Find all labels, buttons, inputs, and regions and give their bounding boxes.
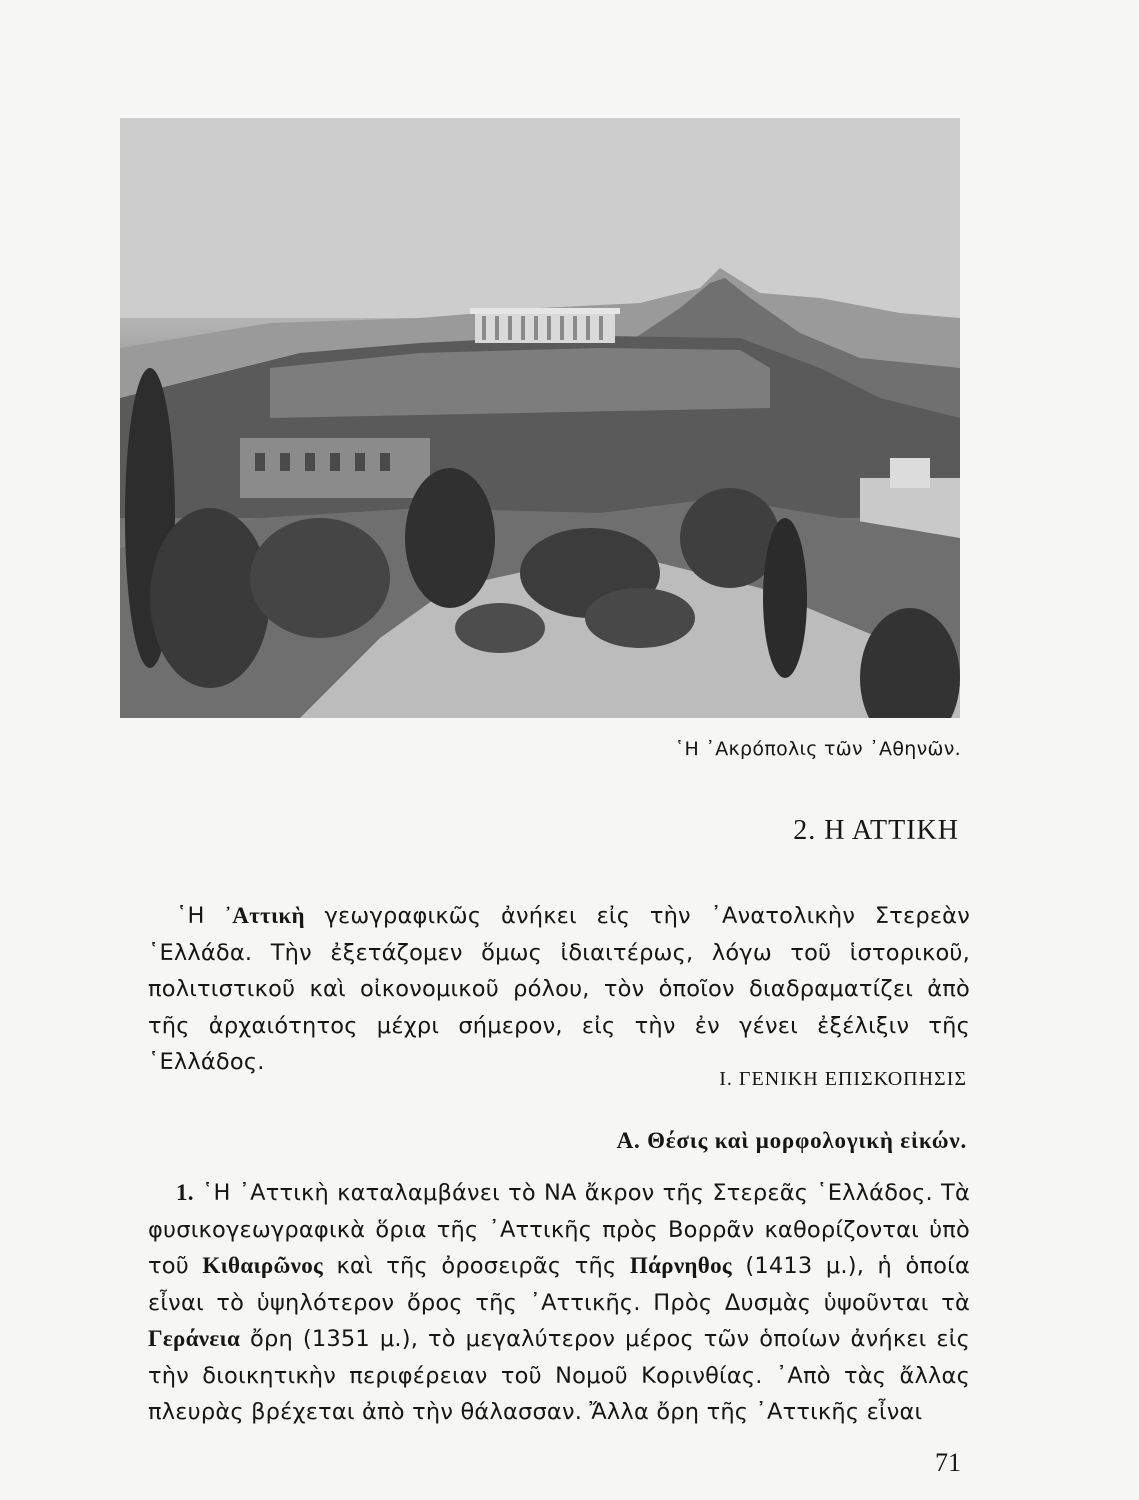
intro-bold-term: ᾿Αττικὴ bbox=[224, 903, 305, 928]
bold-term-kithairon: Κιθαιρῶνος bbox=[202, 1253, 324, 1278]
paragraph-text-4: ὄρη (1351 μ.), τὸ μεγαλύτερον μέρος τῶν ὁποίων ἀνήκει εἰς τὴν διοικητικὴν περιφέρειαν τοῦ Νομοῦ Κορινθίας. ᾿Απὸ τὰς ἄλλας πλευρὰς βρέχεται ἀπὸ τὴν θάλασσαν. Ἄλλα ὄρη τῆς ᾿Αττικῆς εἶναι bbox=[148, 1326, 970, 1425]
bold-term-parnitha: Πάρνηθος bbox=[629, 1253, 732, 1278]
paragraph-text-3: (1413 μ.), ἡ ὁποία εἶναι τὸ ὑψηλότερον ὄρος τῆς ᾿Αττικῆς. Πρὸς Δυσμὰς ὑψοῦνται τὰ bbox=[148, 1253, 970, 1316]
acropolis-landscape-illustration bbox=[120, 118, 960, 718]
part-heading: Ι. ΓΕΝΙΚΗ ΕΠΙΣΚΟΠΗΣΙΣ bbox=[719, 1068, 967, 1090]
section-title: 2. Η ΑΤΤΙΚΗ bbox=[793, 815, 959, 846]
intro-paragraph bbox=[148, 898, 970, 1081]
intro-text-rest: γεωγραφικῶς ἀνήκει εἰς τὴν ᾿Ανατολικὴν Στερεὰν ῾Ελλάδα. Τὴν ἐξετάζομεν ὅμως ἰδιαιτέρως, λόγω τοῦ ἱστορικοῦ, πολιτιστικοῦ καὶ οἰκονομικοῦ ρόλου, τὸν ὁποῖον διαδραματίζει ἀπὸ τῆς ἀρχαιότητος μέχρι σήμερον, εἰς τὴν ἐν γένει ἐξέλιξιν τῆς ῾Ελλάδος. bbox=[148, 903, 970, 1075]
photo-caption: ῾Η ᾿Ακρόπολις τῶν ᾿Αθηνῶν. bbox=[674, 738, 961, 760]
paragraph-number: 1. bbox=[176, 1180, 194, 1205]
paragraph-text-1: ῾Η ᾿Αττικὴ καταλαμβάνει τὸ ΝΑ ἄκρον τῆς Στερεᾶς ῾Ελλάδος. Τὰ φυσικογεωγραφικὰ ὅρια τῆς ᾿Αττικῆς πρὸς Βορρᾶν καθορίζονται ὑπὸ τοῦ bbox=[148, 1180, 970, 1279]
acropolis-photo bbox=[120, 118, 960, 718]
intro-text-start: ῾Η bbox=[176, 903, 225, 929]
paragraph-1 bbox=[148, 1175, 970, 1431]
subsection-heading: Α. Θέσις καὶ μορφολογικὴ εἰκών. bbox=[616, 1128, 967, 1153]
page-number: 71 bbox=[935, 1448, 961, 1477]
paragraph-text-2: καὶ τῆς ὀροσειρᾶς τῆς bbox=[323, 1253, 630, 1279]
bold-term-geraneia: Γεράνεια bbox=[148, 1326, 241, 1351]
